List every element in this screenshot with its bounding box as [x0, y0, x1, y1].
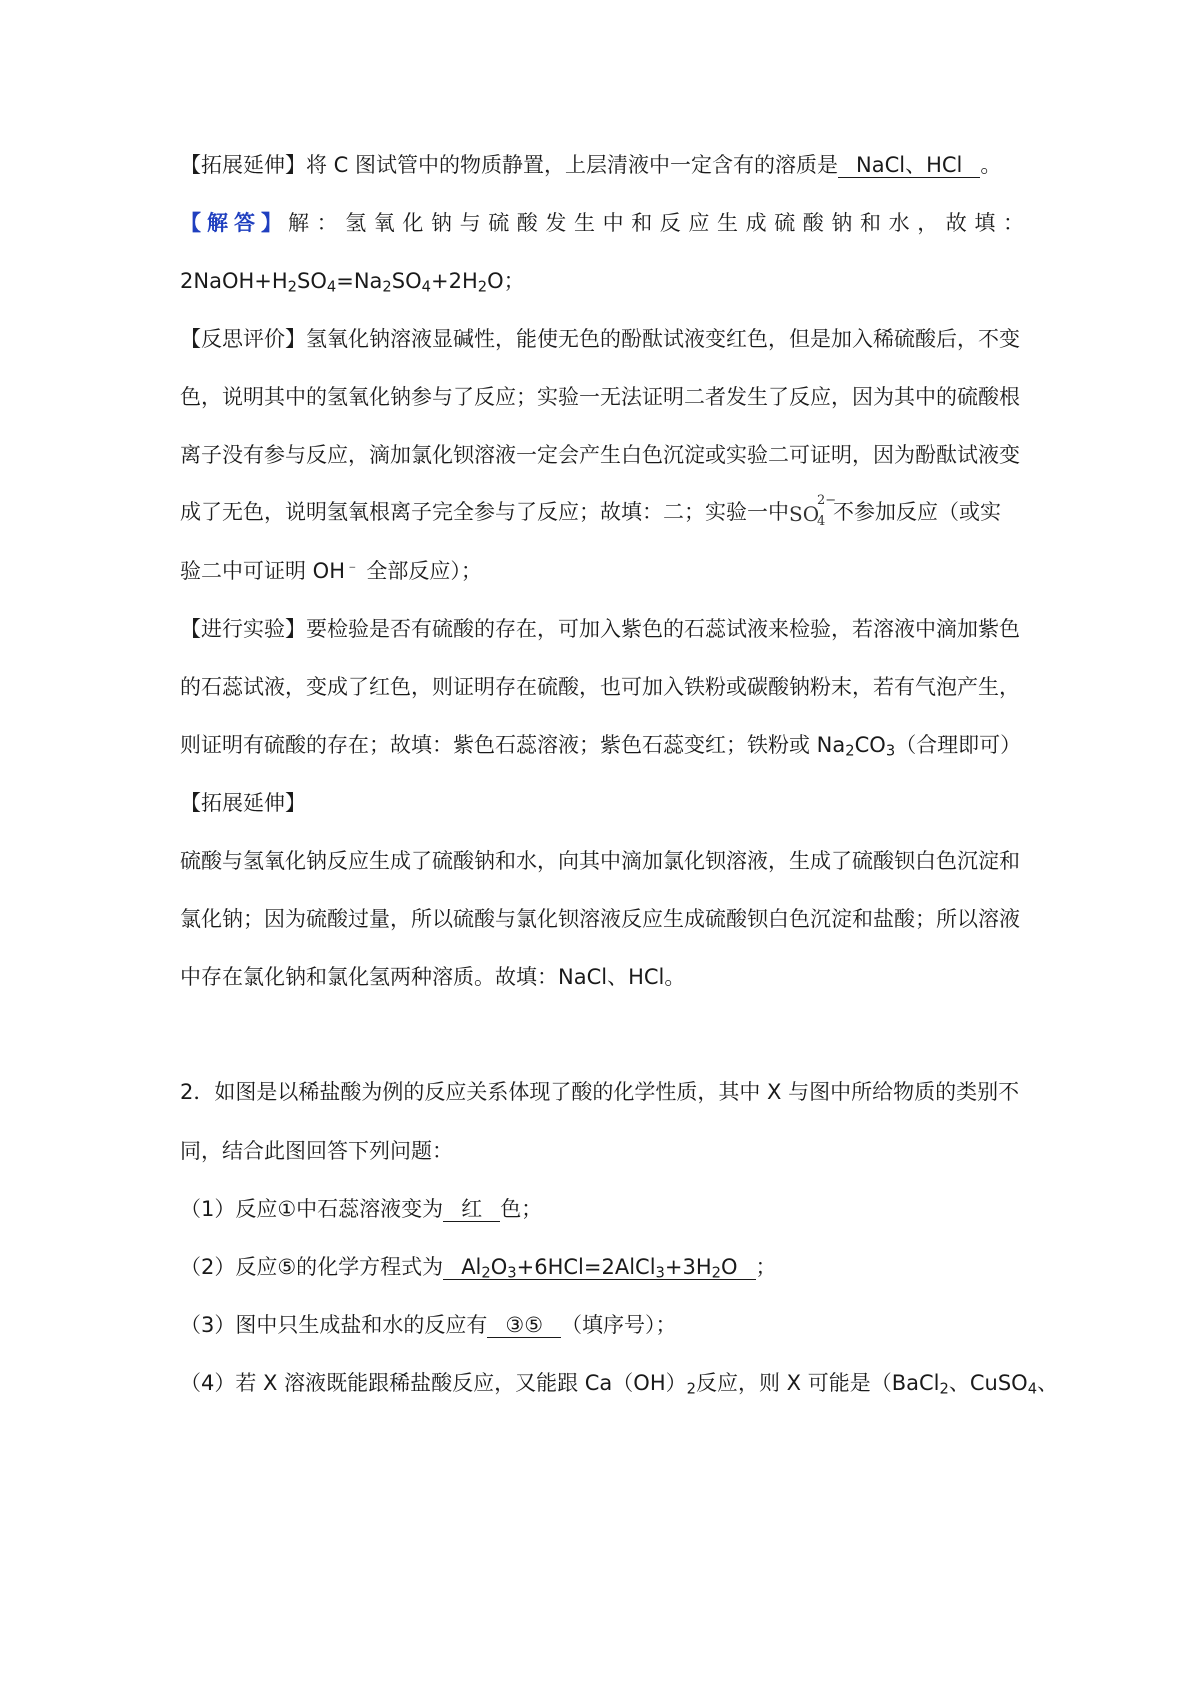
text-line: 离子没有参与反应，滴加氯化钡溶液一定会产生白色沉淀或实验二可证明，因为酚酞试液变	[180, 443, 1020, 467]
answer-blank: ③⑤	[487, 1313, 561, 1338]
question-2-line: 同，结合此图回答下列问题：	[180, 1139, 453, 1163]
section-heading: 【拓展延伸】	[180, 791, 306, 815]
text-line: 的石蕊试液，变成了红色，则证明存在硫酸，也可加入铁粉或碳酸钠粉末，若有气泡产生，	[180, 675, 1020, 699]
text-line: 硫酸与氢氧化钠反应生成了硫酸钠和水，向其中滴加氯化钡溶液，生成了硫酸钡白色沉淀和	[180, 849, 1020, 873]
answer-label: 【解答】	[180, 211, 288, 235]
paragraph-extension-question: 【拓展延伸】将 C 图试管中的物质静置，上层清液中一定含有的溶质是 NaCl、HCl 。	[180, 153, 1002, 177]
document-page	[180, 0, 1059, 1684]
answer-blank: $Al_2O_3+6HCl=2AlCl_3+3H_2O$	[443, 1255, 755, 1280]
sulfate-ion-formula: SO 2− 4	[789, 493, 837, 529]
answer-blank: 红	[443, 1197, 500, 1222]
sub-question-3: （3）图中只生成盐和水的反应有 ③⑤ （填序号）；	[180, 1313, 677, 1337]
text: 【拓展延伸】将 C 图试管中的物质静置，上层清液中一定含有的溶质是	[180, 153, 839, 177]
text-line: 【反思评价】氢氧化钠溶液显碱性，能使无色的酚酞试液变红色，但是加入稀硫酸后，不变	[180, 327, 1020, 351]
paragraph-answer-intro	[180, 208, 1032, 238]
text-line: 成了无色，说明氢氧根离子完全参与了反应；故填：二；实验一中SO 2− 4 不参加反应（或实	[180, 493, 1001, 529]
equation-line: $2NaOH+H_2SO_4=Na_2SO_4+2H_2O$；	[180, 269, 525, 296]
text-line: 色，说明其中的氢氧化钠参与了反应；实验一无法证明二者发生了反应，因为其中的硫酸根	[180, 385, 1020, 409]
text-line: 【进行实验】要检验是否有硫酸的存在，可加入紫色的石蕊试液来检验，若溶液中滴加紫色	[180, 617, 1020, 641]
text-line: 氯化钠；因为硫酸过量，所以硫酸与氯化钡溶液反应生成硫酸钡白色沉淀和盐酸；所以溶液	[180, 907, 1020, 931]
text-line: 则证明有硫酸的存在；故填：紫色石蕊溶液；紫色石蕊变红；铁粉或 $Na_2CO_3$（合理即可）	[180, 733, 1022, 760]
sub-question-2: （2）反应⑤的化学方程式为 $Al_2O_3+6HCl=2AlCl_3+3H_2O$ ；	[180, 1255, 777, 1282]
question-2-line: 2．如图是以稀盐酸为例的反应关系体现了酸的化学性质，其中 X 与图中所给物质的类别不	[180, 1080, 1020, 1104]
sub-question-4: （4）若 X 溶液既能跟稀盐酸反应，又能跟 $Ca(OH)_2$反应，则 X 可能是（BaCl$_2$、CuSO$_4$、	[180, 1371, 1059, 1398]
answer-blank: NaCl、HCl	[838, 153, 980, 178]
sub-question-1: （1）反应①中石蕊溶液变为 红 色；	[180, 1197, 543, 1221]
text-line: 中存在氯化钠和氯化氢两种溶质。故填：NaCl、HCl。	[180, 965, 686, 989]
text-line: 验二中可证明 OH﹣ 全部反应）；	[180, 557, 482, 583]
text: 解：氢氧化钠与硫酸发生中和反应生成硫酸钠和水，故填：	[288, 211, 1032, 235]
